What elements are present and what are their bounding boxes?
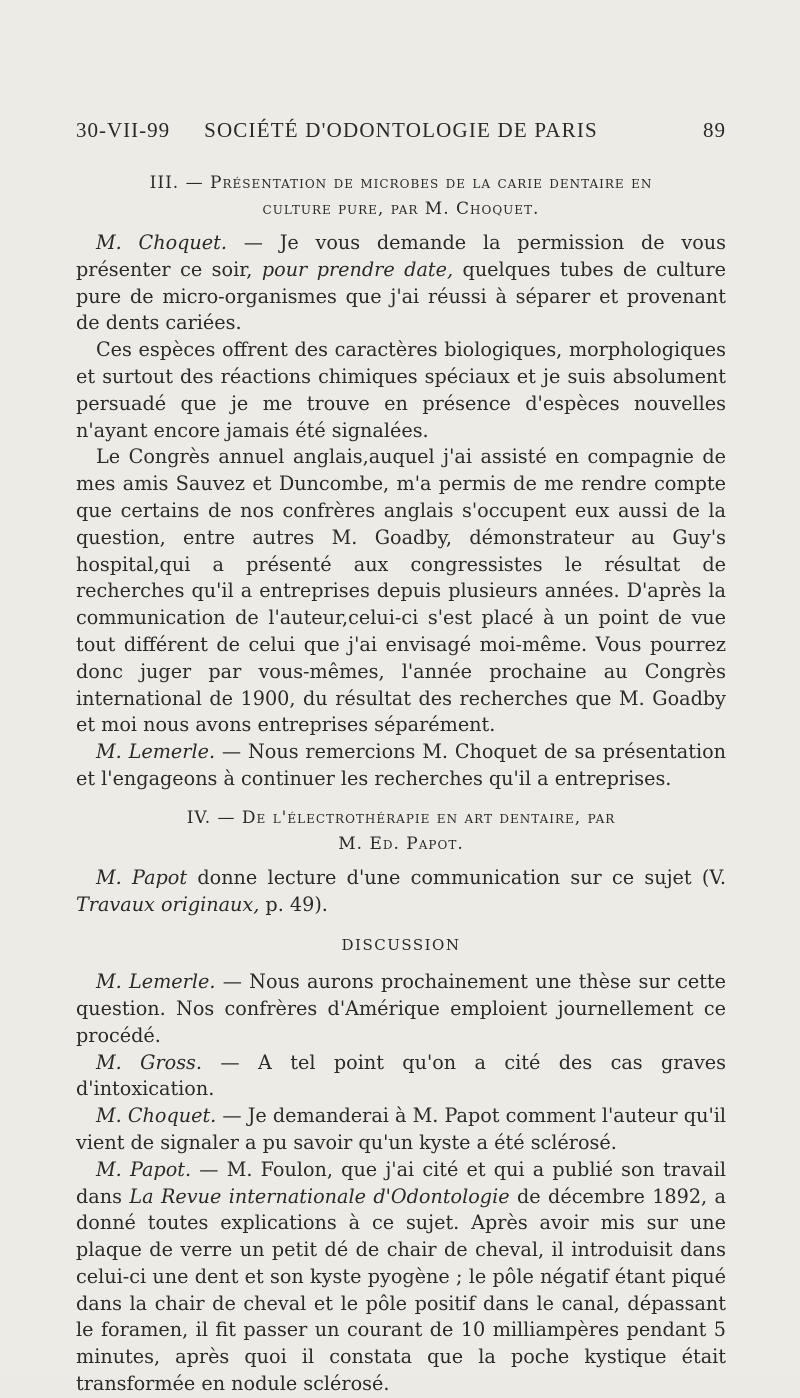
header-title: SOCIÉTÉ D'ODONTOLOGIE DE PARIS	[204, 118, 598, 142]
speaker-name: M. Choquet.	[96, 231, 227, 254]
paragraph-text: de décembre 1892, a donné toutes explications à ce sujet. Après avoir mis sur une plaque de verre un petit dé de chair de cheval, il introduisit dans celui-ci une dent et son kyste pyogène ; le pôle négatif étant piqué dans la chair de cheval et le pôle positif dans le canal, dépassant le foramen, il fit passer un courant de 10 milliampères pendant 5 minutes, après quoi il constata que la poche kystique était transformée en nodule sclérosé.	[76, 1184, 726, 1396]
paragraph-lemerle-thesis	[76, 969, 726, 1049]
section-3-heading-line1: III. — Présentation de microbes de la carie dentaire en	[149, 173, 653, 193]
paragraph-text: quelques tubes de culture pure de micro-organismes que j'ai réussi à séparer et provenant de dents cariées.	[76, 257, 726, 335]
emphasis-text: La Revue internationale d'Odontologie	[129, 1184, 510, 1208]
section-3-heading-line2: culture pure, par M. Choquet.	[262, 199, 540, 219]
speaker-name: M. Papot.	[96, 1157, 192, 1181]
paragraph-papot-reading	[76, 865, 726, 919]
emphasis-text: pour prendre date,	[261, 257, 454, 281]
speaker-name: M. Papot	[96, 865, 188, 889]
paragraph-gross	[76, 1050, 726, 1104]
paragraph-species: Ces espèces offrent des caractères biologiques, morphologiques et surtout des réactions chimiques spéciaux et je suis absolument persuadé que je me trouve en présence d'espèces nouvelles n'ayant encore jamais été signalées.	[76, 338, 726, 442]
paragraph-congress: Le Congrès annuel anglais,auquel j'ai assisté en compagnie de mes amis Sauvez et Duncombe, m'a permis de me rendre compte que certains de nos confrères anglais s'occupent eux aussi de la question, entre autres M. Goadby, démonstrateur au Guy's hospital,qui a présenté aux congressistes le résultat de recherches qu'il a entreprises depuis plusieurs années. D'après la communication de l'auteur,celui-ci s'est placé à un point de vue tout différent de celui que j'ai envisagé moi-même. Vous pourrez donc juger par vous-mêmes, l'année prochaine au Congrès international de 1900, du résultat des recherches que M. Goadby et moi nous avons entreprises séparément.	[76, 445, 726, 737]
section-3-heading	[76, 170, 726, 222]
paragraph-text: — Nous remercions M. Choquet de sa présentation et l'engageons à continuer les recherches qu'il a entreprises.	[76, 740, 726, 790]
paragraph-papot-answer	[76, 1157, 726, 1398]
page-number: 89	[703, 118, 726, 142]
body-text	[76, 170, 726, 1398]
speaker-name: M. Gross.	[96, 1050, 202, 1074]
speaker-name: M. Choquet.	[96, 1104, 217, 1128]
paragraph-choquet-question	[76, 1103, 726, 1157]
speaker-name: M. Lemerle.	[96, 970, 216, 994]
discussion-label: DISCUSSION	[341, 936, 461, 955]
paragraph-text: donne lecture d'une communication sur ce sujet (V.	[187, 865, 726, 889]
paragraph-text: — M. Foulon, que j'ai cité et qui a publié son travail dans	[76, 1157, 726, 1208]
paragraph-lemerle-thanks	[76, 739, 726, 793]
section-4-heading-line1: IV. — De l'électrothérapie en art dentaire, par	[186, 807, 616, 828]
section-4-heading	[76, 805, 726, 857]
paragraph-text: — A tel point qu'on a cité des cas graves d'intoxication.	[76, 1050, 726, 1101]
section-4-heading-line2: M. Ed. Papot.	[338, 833, 464, 854]
speaker-name: M. Lemerle.	[96, 740, 216, 764]
paragraph-text: — Je demanderai à M. Papot comment l'auteur qu'il vient de signaler a pu savoir qu'un kyste a été sclérosé.	[76, 1104, 726, 1154]
emphasis-text: Travaux originaux,	[76, 892, 260, 916]
paragraph-text: p. 49).	[259, 892, 328, 916]
header-date: 30-VII-99	[76, 118, 171, 142]
paragraph-text: — Nous aurons prochainement une thèse sur cette question. Nos confrères d'Amérique emploient journellement ce procédé.	[76, 970, 727, 1047]
paragraph-text: — Je vous demande la permission de vous présenter ce soir,	[76, 231, 726, 281]
paragraph-choquet-intro	[76, 230, 726, 337]
